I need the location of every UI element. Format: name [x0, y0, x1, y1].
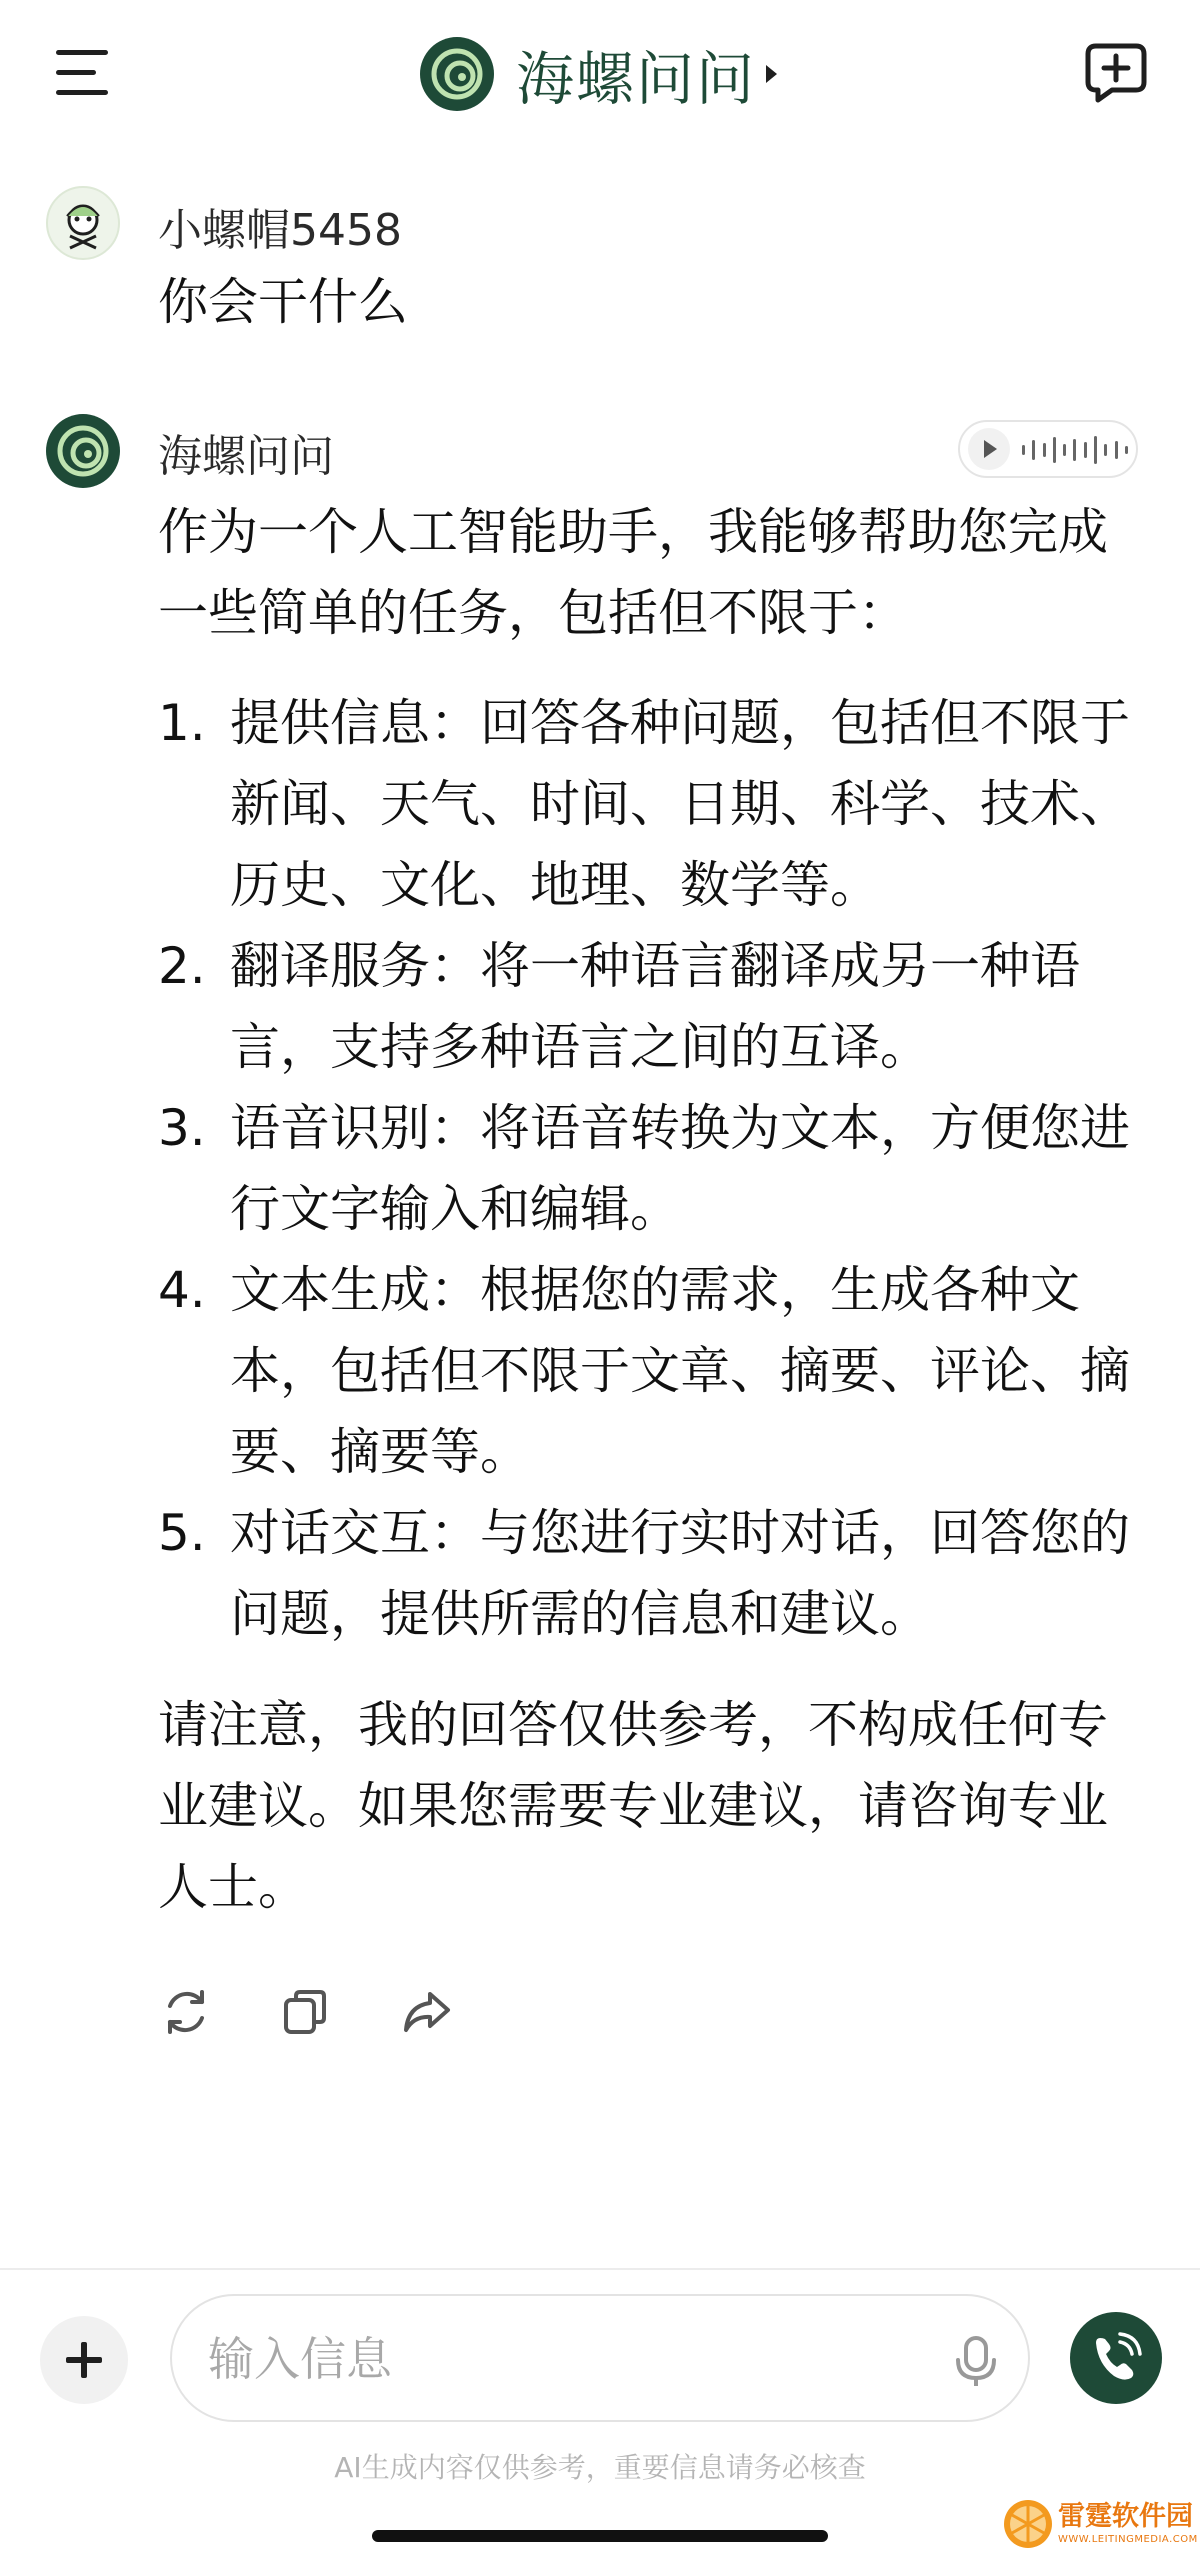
- user-avatar[interactable]: [46, 186, 120, 260]
- reply-intro: 作为一个人工智能助手，我能够帮助您完成一些简单的任务，包括但不限于：: [158, 503, 1108, 642]
- bot-reply: [158, 492, 1138, 1928]
- menu-icon-line: [56, 90, 108, 95]
- list-item: [158, 926, 1138, 1088]
- play-icon: [968, 428, 1010, 470]
- message-actions: [158, 1984, 518, 2040]
- new-chat-button[interactable]: [1082, 38, 1150, 106]
- list-item: [158, 1493, 1138, 1655]
- message-input-container[interactable]: [170, 2294, 1030, 2422]
- share-icon: [398, 1984, 454, 2040]
- conch-logo-icon: [420, 37, 494, 111]
- share-button[interactable]: [398, 1984, 454, 2040]
- new-chat-icon: [1082, 38, 1150, 106]
- app-title-switcher[interactable]: [420, 34, 777, 114]
- list-item-text: 文本生成：根据您的需求，生成各种文本，包括但不限于文章、摘要、评论、摘要、摘要等。: [230, 1261, 1130, 1481]
- menu-icon-line: [56, 70, 96, 75]
- list-number: 1.: [158, 694, 206, 752]
- microphone-icon: [946, 2330, 1006, 2390]
- list-item-text: 翻译服务：将一种语言翻译成另一种语言，支持多种语言之间的互译。: [230, 937, 1080, 1076]
- bot-avatar: [46, 414, 120, 488]
- voice-call-button[interactable]: [1070, 2312, 1162, 2404]
- reply-outro: 请注意，我的回答仅供参考，不构成任何专业建议。如果您需要专业建议，请咨询专业人士。: [158, 1696, 1108, 1916]
- list-item-text: 对话交互：与您进行实时对话，回答您的问题，提供所需的信息和建议。: [230, 1504, 1130, 1643]
- divider: [0, 2268, 1200, 2270]
- waveform-icon: [1022, 436, 1128, 464]
- bot-name: 海螺问问: [158, 431, 334, 482]
- list-number: 5.: [158, 1504, 206, 1562]
- copy-icon: [278, 1984, 334, 2040]
- conch-logo-icon: [46, 414, 120, 488]
- refresh-icon: [158, 1984, 214, 2040]
- regenerate-button[interactable]: [158, 1984, 214, 2040]
- orange-slice-icon: [1004, 2500, 1052, 2548]
- menu-icon: [56, 50, 108, 55]
- top-bar: [0, 0, 1200, 150]
- phone-icon: [1070, 2312, 1162, 2404]
- watermark-logo: [1004, 2492, 1198, 2556]
- list-number: 3.: [158, 1099, 206, 1157]
- app-title: 海螺问问: [516, 45, 757, 113]
- watermark-name: 雷霆软件园: [1058, 2501, 1193, 2532]
- robot-avatar-icon: [48, 188, 118, 258]
- list-item-text: 语音识别：将语音转换为文本，方便您进行文字输入和编辑。: [230, 1099, 1130, 1238]
- copy-button[interactable]: [278, 1984, 334, 2040]
- voice-input-button[interactable]: [946, 2330, 1006, 2390]
- menu-button[interactable]: [52, 44, 112, 104]
- list-number: 4.: [158, 1261, 206, 1319]
- list-item: [158, 683, 1138, 926]
- user-message-text: 你会干什么: [158, 273, 408, 331]
- watermark-url: WWW.LEITINGMEDIA.COM: [1058, 2534, 1198, 2545]
- home-indicator[interactable]: [372, 2530, 828, 2542]
- list-item: [158, 1250, 1138, 1493]
- voice-playback-button[interactable]: [958, 420, 1138, 478]
- capability-list: [158, 683, 1138, 1655]
- message-input[interactable]: [206, 2326, 910, 2392]
- caret-right-icon: [766, 65, 777, 83]
- list-number: 2.: [158, 937, 206, 995]
- add-attachment-button[interactable]: [40, 2316, 128, 2404]
- ai-disclaimer: AI生成内容仅供参考，重要信息请务必核查: [334, 2451, 866, 2484]
- list-item: [158, 1088, 1138, 1250]
- user-name: 小螺帽5458: [158, 205, 402, 256]
- list-item-text: 提供信息：回答各种问题，包括但不限于新闻、天气、时间、日期、科学、技术、历史、文化、地理、数学等。: [230, 694, 1130, 914]
